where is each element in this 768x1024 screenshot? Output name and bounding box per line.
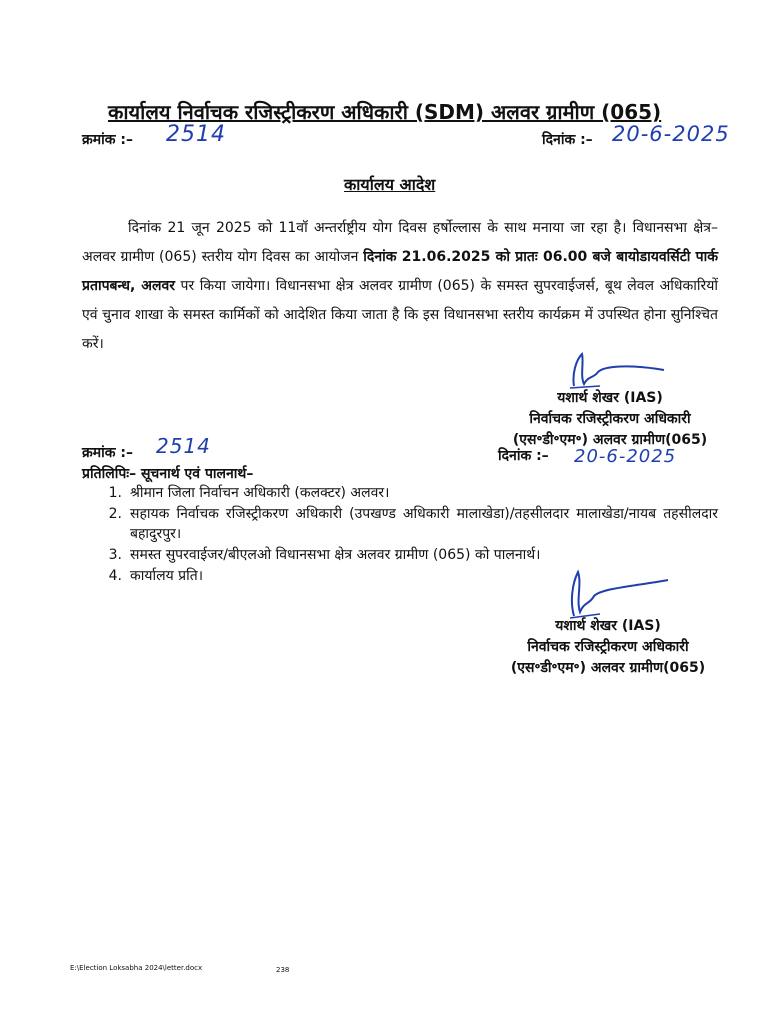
body-text-bold: दिनांक 21.06.2025 को प्रातः 06.00 बजे बायोडायवर्सिटी पार्क प्रतापबन्ध, अलवर xyxy=(82,249,718,294)
order-body xyxy=(82,214,718,359)
copy-kramank-label: क्रमांक :– xyxy=(82,445,133,461)
body-text-part1: दिनांक 21 जून 2025 को 11वॉ अन्तर्राष्ट्रीय योग दिवस हर्षोल्लास के साथ मनाया जा रहा है। विधानसभा क्षेत्र–अलवर ग्रामीण (065) स्तरीय योग दिवस का आयोजन xyxy=(82,220,718,265)
list-item-text: कार्यालय प्रति। xyxy=(130,568,204,584)
order-title: कार्यालय आदेश xyxy=(344,175,436,194)
signatory-name: यशार्थ शेखर (IAS) xyxy=(555,618,661,634)
list-item-text: श्रीमान जिला निर्वाचन अधिकारी (कलक्टर) अलवर। xyxy=(130,485,390,501)
list-item xyxy=(82,483,718,503)
kramank-label: क्रमांक :– xyxy=(82,132,133,148)
copy-heading: प्रतिलिपिः– सूचनार्थ एवं पालनार्थ– xyxy=(82,466,254,482)
signatory-designation: निर्वाचक रजिस्ट्रीकरण अधिकारी xyxy=(529,411,691,427)
signatory-name: यशार्थ शेखर (IAS) xyxy=(557,390,663,406)
list-item-text: समस्त सुपरवाईजर/बीएलओ विधानसभा क्षेत्र अलवर ग्रामीण (065) को पालनार्थ। xyxy=(130,547,541,563)
list-item-number: 4. xyxy=(108,568,122,584)
signature-block-2 xyxy=(498,616,718,679)
dinank-label: दिनांक :– xyxy=(542,132,593,148)
body-text-part2: पर किया जायेगा। विधानसभा क्षेत्र अलवर ग्रामीण (065) के समस्त सुपरवाईजर्स, बूथ लेवल अधिकारियों एवं चुनाव शाखा के समस्त कार्मिकों को आदेशित किया जाता है कि इस विधानसभा स्तरीय कार्यक्रम में उपस्थित होना सुनिश्चित करें। xyxy=(82,278,718,352)
list-item-number: 3. xyxy=(108,547,122,563)
signatory-office: (एस॰डी॰एम॰) अलवर ग्रामीण(065) xyxy=(510,660,706,676)
office-title: कार्यालय निर्वाचक रजिस्ट्रीकरण अधिकारी (SDM) अलवर ग्रामीण (065) xyxy=(108,100,662,124)
copy-dinank-label: दिनांक :– xyxy=(498,448,549,464)
list-item-text: सहायक निर्वाचक रजिस्ट्रीकरण अधिकारी (उपखण्ड अधिकारी मालाखेडा)/तहसीलदार मालाखेडा/नायब तहसीलदार बहादुरपुर। xyxy=(130,506,718,542)
list-item-number: 1. xyxy=(108,485,122,501)
signature-mark-2 xyxy=(556,566,676,622)
footer-page-number: 238 xyxy=(276,966,290,974)
dinank-handwritten: 20-6-2025 xyxy=(612,122,730,146)
list-item xyxy=(82,545,718,565)
copy-kramank-handwritten: 2514 xyxy=(156,434,211,458)
footer-file-path: E:\Election Loksabha 2024\letter.docx xyxy=(70,964,203,972)
list-item xyxy=(82,504,718,544)
list-item-number: 2. xyxy=(108,506,122,522)
signatory-office: (एस॰डी॰एम॰) अलवर ग्रामीण(065) xyxy=(512,432,708,448)
signature-mark-1 xyxy=(560,348,680,392)
signatory-designation: निर्वाचक रजिस्ट्रीकरण अधिकारी xyxy=(527,639,689,655)
kramank-handwritten: 2514 xyxy=(166,122,226,147)
copy-dinank-handwritten: 20-6-2025 xyxy=(574,446,677,467)
signature-block-1 xyxy=(500,388,720,451)
